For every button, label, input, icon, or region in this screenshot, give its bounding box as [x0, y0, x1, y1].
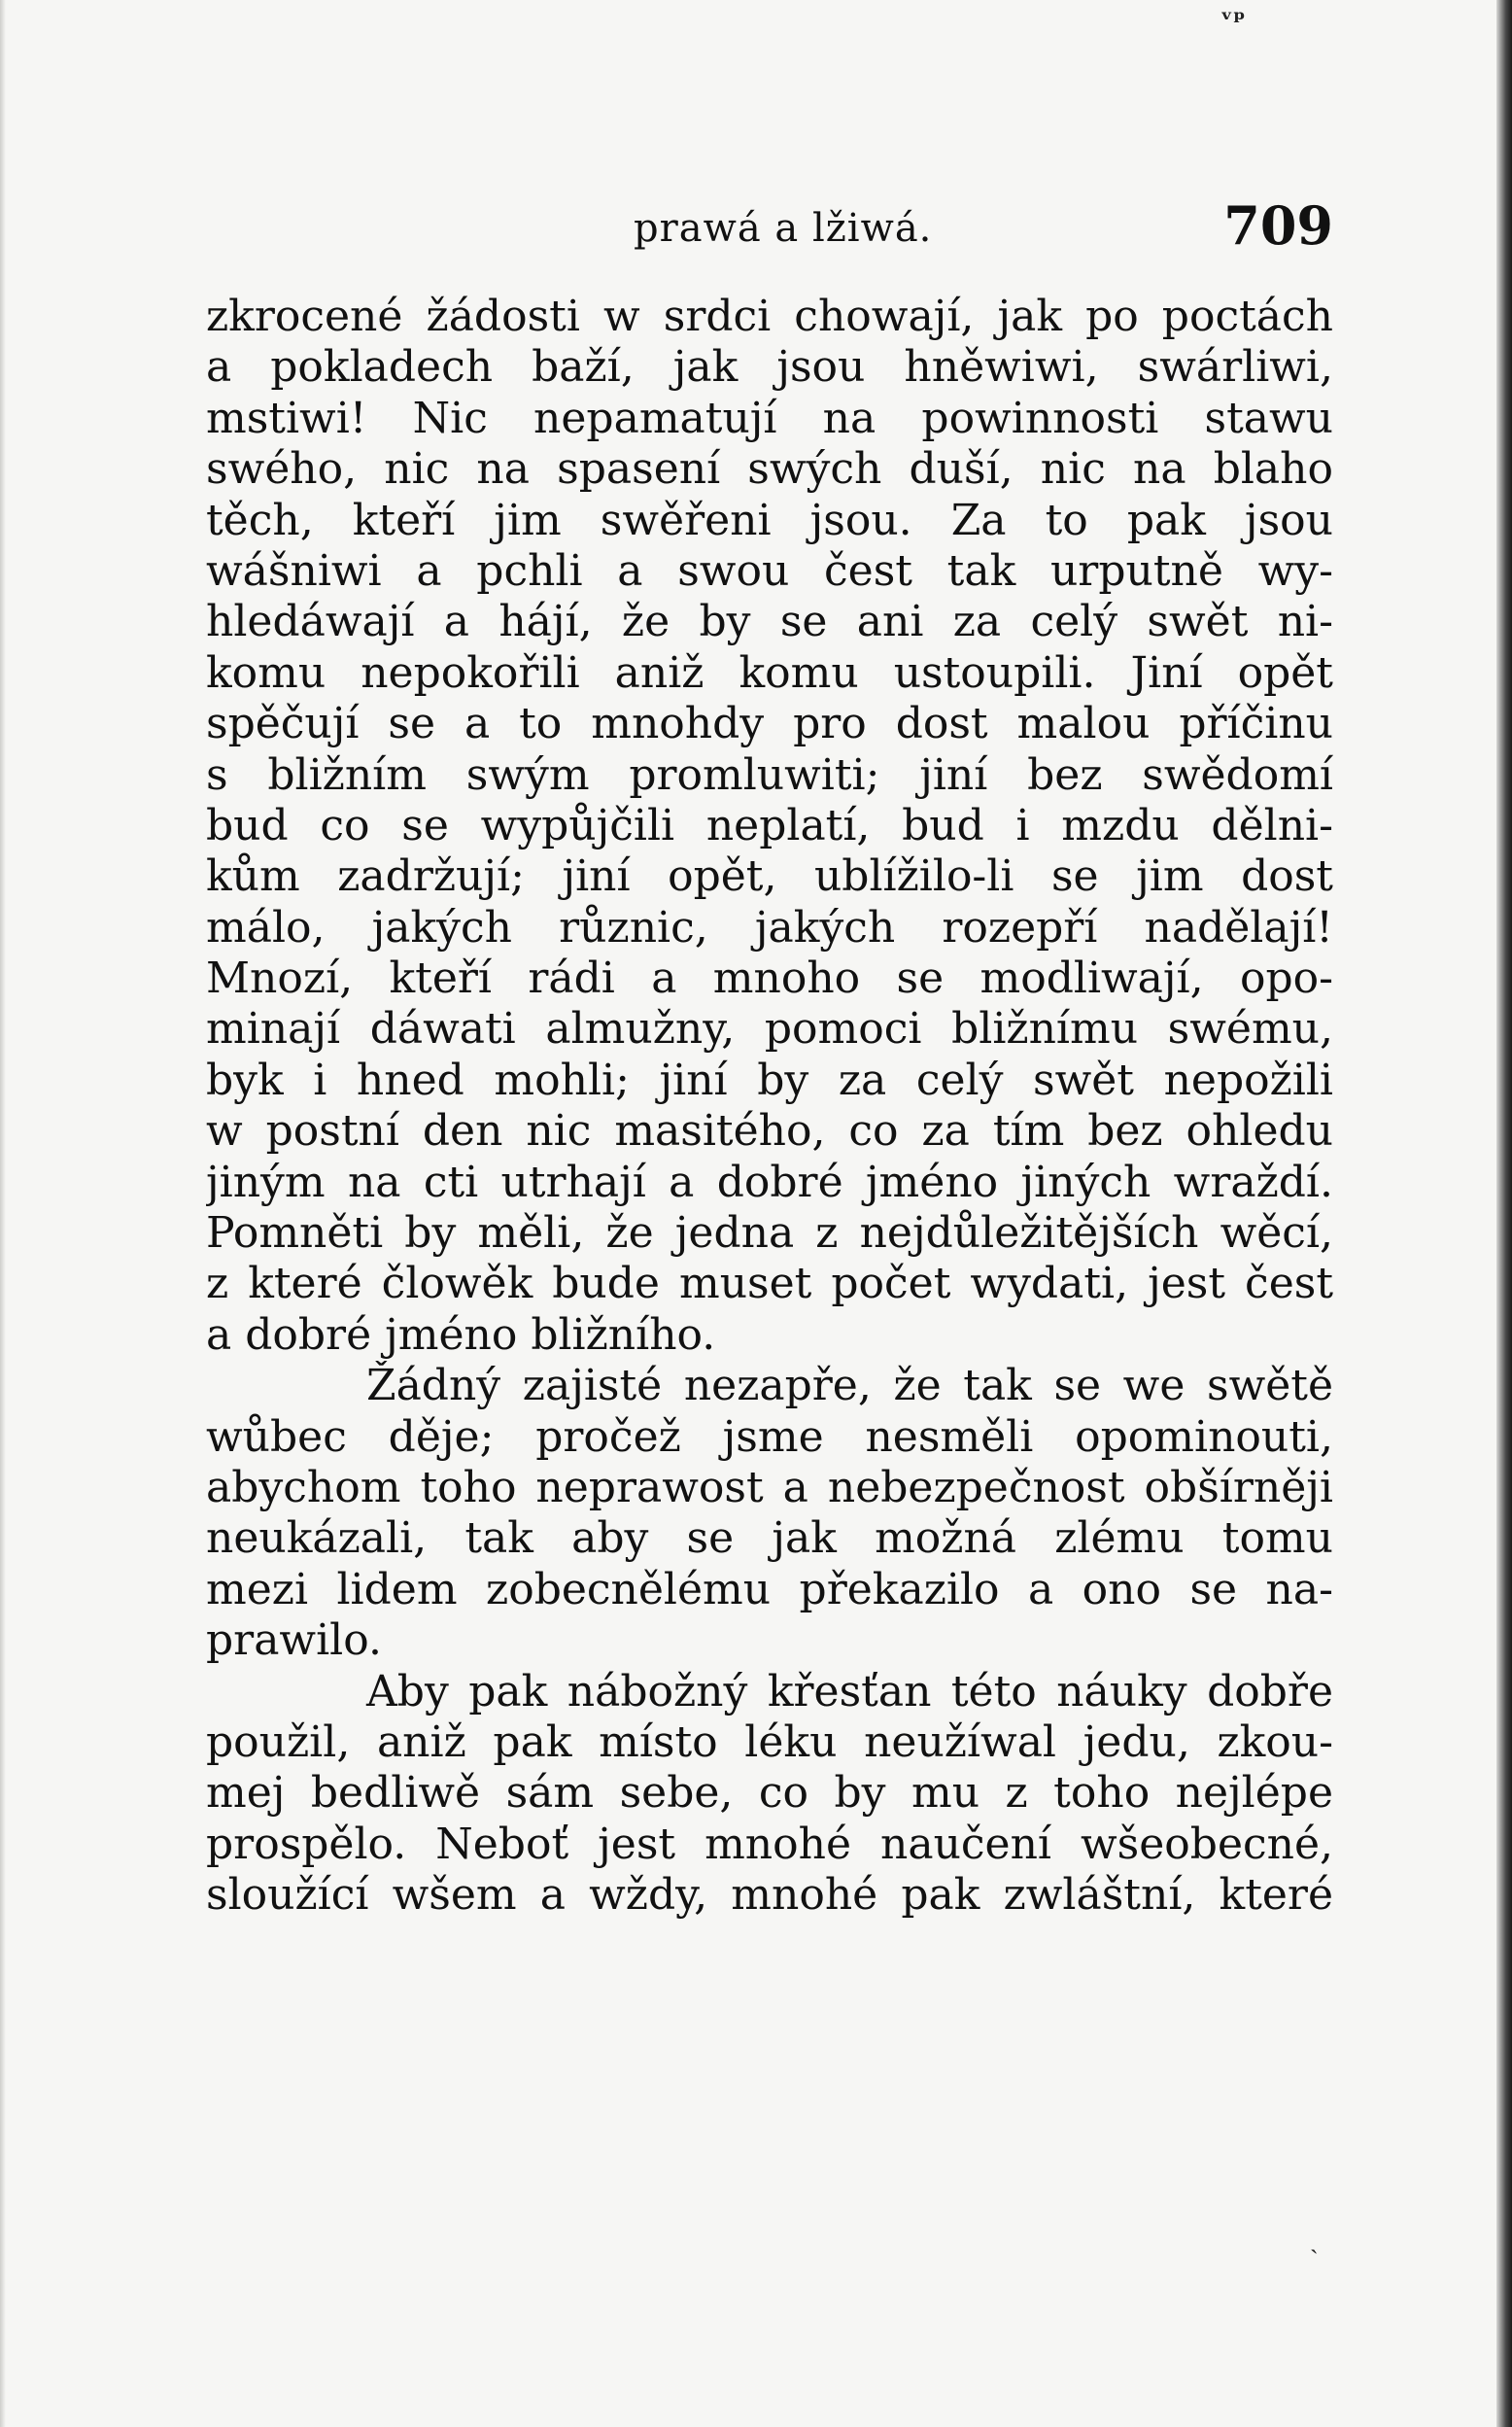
text-line: málo, jakých různic, jakých rozepří nadělají! [206, 902, 1333, 953]
text-line: s bližním swým promluwiti; jiní bez swědomí [206, 749, 1333, 800]
bottom-mark: ˎ [1310, 2226, 1319, 2255]
page-right-edge [1496, 0, 1512, 2427]
corner-mark: ᵛᵖ [1220, 6, 1246, 35]
text-line: neukázali, tak aby se jak možná zlému tomu [206, 1513, 1333, 1564]
text-line: byk i hned mohli; jiní by za celý swět nepožili [206, 1055, 1333, 1105]
text-line: použil, aniž pak místo léku neužíwal jedu, zkou- [206, 1716, 1333, 1767]
text-line: Aby pak nábožný křesťan této náuky dobře [366, 1666, 1333, 1716]
text-line: z které člowěk bude muset počet wydati, jest čest [206, 1259, 1333, 1309]
text-line: w postní den nic masitého, co za tím bez ohledu [206, 1106, 1333, 1157]
text-line: spěčují se a to mnohdy pro dost malou příčinu [206, 699, 1333, 749]
text-line: Žádný zajisté nezapře, že tak se we swětě [366, 1361, 1333, 1411]
text-line: wůbec děje; pročež jsme nesměli opominouti, [206, 1411, 1333, 1462]
text-line: kům zadržují; jiní opět, ublížilo-li se jim dost [206, 851, 1333, 902]
text-line: wášniwi a pchli a swou čest tak urputně wy- [206, 545, 1333, 596]
page-left-edge [0, 0, 6, 2427]
text-line: swého, nic na spasení swých duší, nic na blaho [206, 444, 1333, 495]
text-line: hledáwají a hájí, že by se ani za celý swět ni- [206, 597, 1333, 647]
running-title: prawá a lžiwá. [634, 206, 933, 251]
body-text [206, 292, 1333, 1922]
text-line: bud co se wypůjčili neplatí, bud i mzdu dělni- [206, 800, 1333, 850]
text-line: mej bedliwě sám sebe, co by mu z toho nejlépe [206, 1768, 1333, 1819]
text-line: a pokladech baží, jak jsou hněwiwi, swárliwi, [206, 342, 1333, 393]
text-line: prospělo. Neboť jest mnohé naučení wšeobecné, [206, 1819, 1333, 1869]
text-line: komu nepokořili aniž komu ustoupili. Jiní opět [206, 647, 1333, 698]
text-line: prawilo. [206, 1615, 382, 1666]
text-line: mezi lidem zobecnělému překazilo a ono se na- [206, 1564, 1333, 1614]
text-line: mstiwi! Nic nepamatují na powinnosti stawu [206, 393, 1333, 443]
text-line: jiným na cti utrhají a dobré jméno jiných wraždí. [206, 1157, 1333, 1207]
page-number: 709 [1223, 194, 1333, 257]
text-line: sloužící wšem a wždy, mnohé pak zwláštní, které [206, 1870, 1333, 1921]
text-line: těch, kteří jim swěřeni jsou. Za to pak jsou [206, 495, 1333, 545]
text-line: a dobré jméno bližního. [206, 1309, 716, 1360]
text-line: zkrocené žádosti w srdci chowají, jak po poctách [206, 292, 1333, 341]
text-line: abychom toho neprawost a nebezpečnost obšírněji [206, 1462, 1333, 1512]
text-line: Pomněti by měli, že jedna z nejdůležitějších wěcí, [206, 1208, 1333, 1259]
text-line: minají dáwati almužny, pomoci bližnímu swému, [206, 1004, 1333, 1055]
page-header [206, 194, 1333, 272]
text-line: Mnozí, kteří rádi a mnoho se modliwají, opo- [206, 953, 1333, 1004]
